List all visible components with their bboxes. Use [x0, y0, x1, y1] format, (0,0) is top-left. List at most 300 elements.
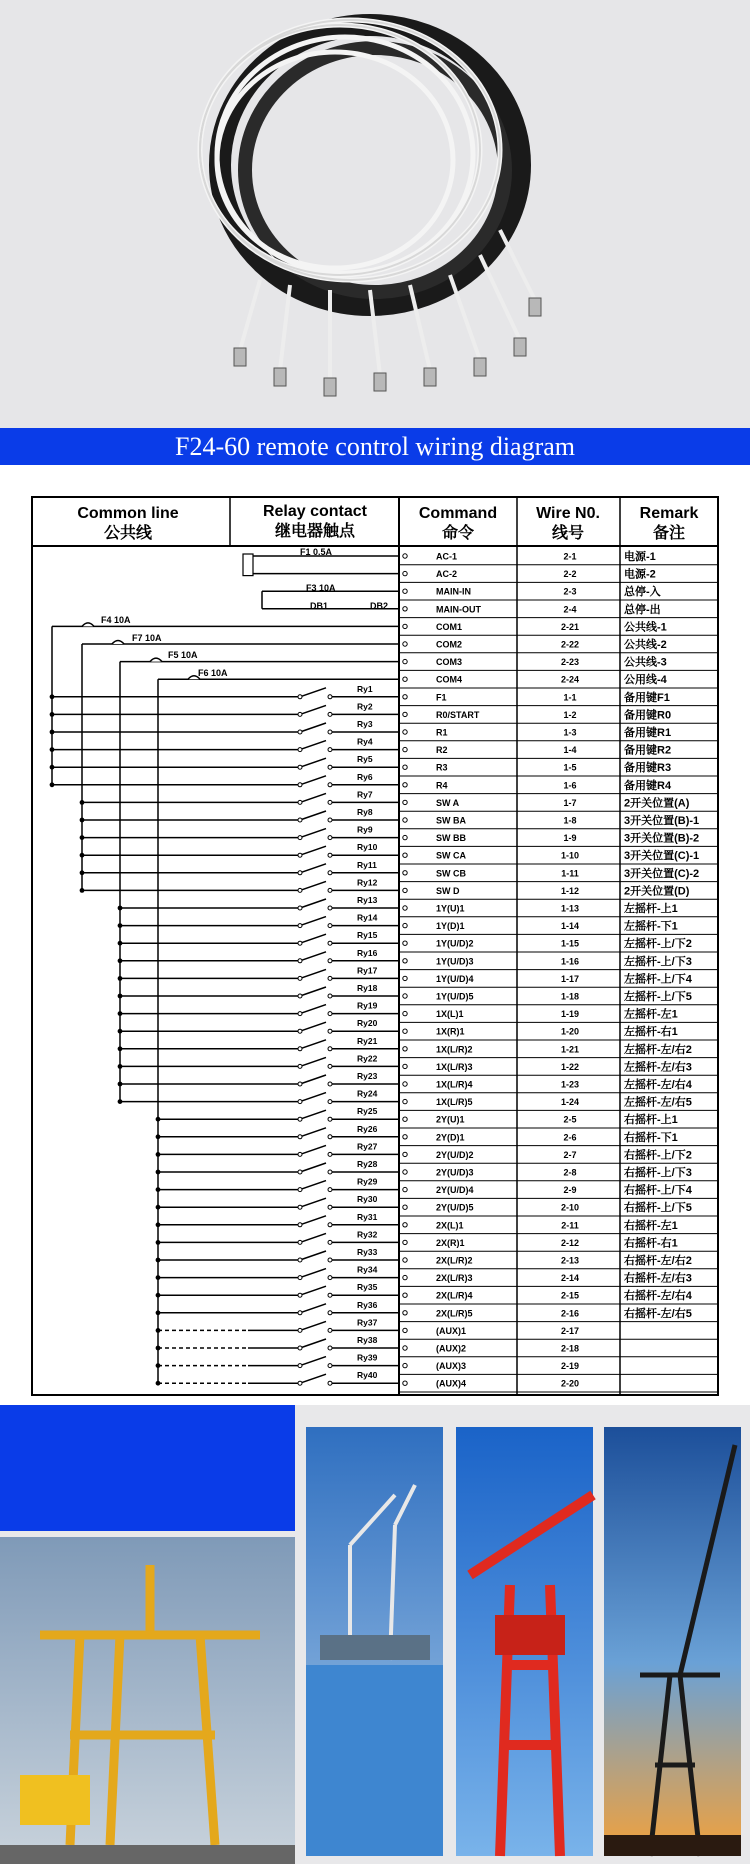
relay-label: Ry29: [357, 1176, 378, 1187]
command-cell: MAIN-IN: [436, 586, 471, 597]
relay-contact-switch: [248, 758, 399, 767]
contact-point: [328, 1364, 332, 1368]
command-cell: 1Y(U/D)5: [436, 991, 474, 1002]
contact-point: [328, 818, 332, 822]
contact-point: [328, 976, 332, 980]
relay-label: Ry33: [357, 1247, 378, 1257]
terminal-dot: [403, 1275, 407, 1279]
contact-point: [328, 783, 332, 787]
command-cell: 1X(L/R)5: [436, 1097, 473, 1108]
command-cell: (AUX)2: [436, 1343, 467, 1354]
contact-point: [298, 1240, 302, 1244]
contact-point: [298, 1082, 302, 1086]
contact-point: [328, 1205, 332, 1209]
contact-point: [328, 712, 332, 716]
junction-dot: [118, 1046, 123, 1051]
command-cell: 2Y(U/D)3: [436, 1167, 474, 1178]
header-common-cn: 公共线: [103, 525, 153, 542]
relay-label: Ry1: [357, 683, 373, 694]
command-cell: 2X(L/R)2: [436, 1255, 473, 1266]
contact-point: [298, 1381, 302, 1385]
command-cell: R2: [436, 745, 448, 756]
terminal-dot: [403, 783, 407, 787]
contact-point: [328, 836, 332, 840]
relay-label: Ry12: [357, 877, 378, 888]
junction-dot: [118, 1029, 123, 1034]
wire-number-cell: 2-4: [563, 604, 577, 615]
junction-dot: [156, 1293, 161, 1298]
remark-cell: 左摇杆-上/下3: [624, 955, 692, 968]
remark-cell: 2开关位置(D): [624, 885, 690, 898]
relay-label: Ry25: [357, 1106, 378, 1117]
wire-number-cell: 1-9: [563, 833, 577, 844]
cable-product-photo: [0, 0, 750, 428]
junction-dot: [80, 835, 85, 840]
remark-cell: 左摇杆-左/右5: [624, 1096, 692, 1109]
relay-label: Ry10: [357, 842, 378, 853]
terminal-dot: [403, 1117, 407, 1121]
contact-point: [328, 1188, 332, 1192]
contact-point: [298, 1100, 302, 1104]
command-cell: SW BB: [436, 833, 466, 844]
contact-point: [328, 1240, 332, 1244]
wire-number-cell: 2-13: [560, 1255, 580, 1266]
crane-photo-collage: [0, 1405, 750, 1864]
wire-number-cell: 2-9: [563, 1185, 577, 1196]
remark-cell: 右摇杆-上/下2: [624, 1149, 692, 1162]
junction-dot: [50, 747, 55, 752]
contact-point: [328, 1064, 332, 1068]
command-cell: (AUX)1: [436, 1325, 467, 1336]
contact-point: [298, 712, 302, 716]
remark-cell: 备用键R0: [624, 709, 672, 722]
remark-cell: 备用键R4: [624, 779, 672, 792]
relay-label: Ry34: [357, 1264, 378, 1275]
remark-cell: 左摇杆-左/右4: [624, 1079, 692, 1091]
terminal-dot: [403, 765, 407, 769]
contact-point: [298, 730, 302, 734]
contact-point: [328, 1082, 332, 1086]
remark-cell: 公共线-2: [624, 639, 667, 651]
junction-dot: [156, 1170, 161, 1175]
remark-cell: 公用线-4: [624, 674, 667, 687]
command-cell: SW D: [436, 885, 460, 896]
wire-number-cell: 2-8: [563, 1167, 577, 1178]
command-cell: SW CA: [436, 850, 466, 861]
terminal-dot: [403, 1223, 407, 1227]
contact-point: [298, 765, 302, 769]
relay-contact-switch: [248, 741, 399, 750]
command-cell: 1X(L/R)3: [436, 1061, 473, 1072]
terminal-dot: [403, 1258, 407, 1262]
junction-dot: [156, 1328, 161, 1333]
junction-dot: [156, 1240, 161, 1245]
terminal-dot: [403, 1363, 407, 1367]
relay-label: Ry23: [357, 1071, 378, 1081]
remark-cell: 备用键R1: [624, 727, 672, 739]
remark-cell: 右摇杆-上/下3: [624, 1167, 692, 1179]
contact-point: [298, 959, 302, 963]
contact-point: [298, 1012, 302, 1016]
contact-point: [298, 1276, 302, 1280]
wire-number-cell: 1-17: [560, 973, 580, 984]
remark-cell: 总停-出: [624, 603, 661, 616]
remark-cell: 左摇杆-左1: [624, 1008, 678, 1021]
terminal-dot: [403, 1293, 407, 1297]
contact-point: [328, 730, 332, 734]
terminal-dot: [403, 818, 407, 822]
remark-cell: 右摇杆-上/下4: [624, 1184, 692, 1197]
relay-label: Ry19: [357, 1000, 378, 1011]
junction-dot: [80, 818, 85, 823]
contact-point: [328, 1152, 332, 1156]
remark-cell: 3开关位置(C)-2: [624, 867, 700, 880]
contact-point: [328, 1029, 332, 1033]
wire-number-cell: 2-22: [560, 639, 580, 650]
command-cell: 2Y(U/D)4: [436, 1185, 474, 1196]
junction-dot: [80, 870, 85, 875]
terminal-dot: [403, 554, 407, 558]
contact-point: [328, 941, 332, 945]
remark-cell: 右摇杆-左/右5: [624, 1307, 692, 1320]
junction-dot: [156, 1275, 161, 1280]
terminal-dot: [403, 589, 407, 593]
contact-point: [328, 853, 332, 857]
contact-point: [298, 1152, 302, 1156]
terminal-dot: [403, 695, 407, 699]
terminal-dot: [403, 1152, 407, 1156]
terminal-dot: [403, 994, 407, 998]
relay-label: Ry24: [357, 1088, 378, 1099]
contact-point: [298, 783, 302, 787]
remark-cell: 右摇杆-下1: [624, 1131, 678, 1144]
command-cell: MAIN-OUT: [436, 604, 481, 615]
wire-number-cell: 2-1: [563, 551, 577, 562]
command-cell: (AUX)3: [436, 1361, 467, 1372]
wire-number-cell: 2-16: [560, 1308, 580, 1319]
header-wire-en: Wire N0.: [536, 505, 600, 522]
wire-number-cell: 2-12: [560, 1237, 580, 1248]
command-cell: 2Y(U/D)2: [436, 1149, 474, 1160]
command-cell: 2X(R)1: [436, 1237, 465, 1248]
contact-point: [328, 765, 332, 769]
relay-label: Ry30: [357, 1194, 378, 1205]
relay-label: Ry5: [357, 754, 373, 765]
command-cell: SW CB: [436, 868, 466, 879]
remark-cell: 左摇杆-左/右2: [624, 1043, 692, 1056]
junction-dot: [118, 1082, 123, 1087]
junction-dot: [156, 1346, 161, 1351]
terminal-dot: [403, 730, 407, 734]
contact-point: [298, 800, 302, 804]
fuse-symbol: [82, 623, 94, 627]
command-cell: R1: [436, 727, 448, 738]
fuse-symbol: [150, 658, 162, 662]
command-cell: 1X(L/R)2: [436, 1044, 473, 1055]
terminal-dot: [403, 835, 407, 839]
junction-dot: [50, 712, 55, 717]
terminal-dot: [403, 1346, 407, 1350]
relay-contact-switch: [248, 829, 399, 838]
wire-number-cell: 2-10: [560, 1202, 580, 1213]
relay-contact-switch: [248, 776, 399, 785]
relay-label: Ry20: [357, 1018, 378, 1029]
contact-point: [328, 1047, 332, 1051]
command-cell: 2X(L/R)3: [436, 1273, 473, 1284]
relay-label: Ry35: [357, 1282, 378, 1293]
command-cell: 1Y(U)1: [436, 903, 465, 914]
remark-cell: 左摇杆-上/下5: [624, 991, 692, 1003]
wire-number-cell: 2-18: [560, 1343, 580, 1354]
contact-point: [328, 1328, 332, 1332]
terminal-dot: [403, 1187, 407, 1191]
terminal-dot: [403, 1328, 407, 1332]
remark-cell: 备用键R3: [624, 762, 672, 775]
relay-label: Ry38: [357, 1335, 378, 1345]
wire-number-cell: 1-23: [560, 1079, 580, 1090]
remark-cell: 右摇杆-左/右2: [624, 1255, 692, 1267]
contact-point: [298, 1328, 302, 1332]
wire-number-cell: 2-21: [560, 621, 580, 632]
wire-number-cell: 2-2: [563, 569, 577, 580]
command-cell: 1X(L)1: [436, 1009, 464, 1020]
contact-point: [328, 1223, 332, 1227]
wire-number-cell: 2-14: [560, 1273, 580, 1284]
contact-point: [298, 1029, 302, 1033]
junction-dot: [50, 782, 55, 787]
remark-cell: 2开关位置(A): [624, 797, 690, 810]
remark-cell: 左摇杆-下1: [624, 920, 678, 933]
command-cell: 2X(L)1: [436, 1220, 464, 1231]
junction-dot: [156, 1117, 161, 1122]
remark-cell: 右摇杆-右1: [624, 1237, 678, 1250]
contact-point: [328, 1311, 332, 1315]
header-remark-en: Remark: [639, 505, 699, 522]
terminal-dot: [403, 800, 407, 804]
remark-cell: 备用键F1: [624, 691, 670, 704]
terminal-dot: [403, 1064, 407, 1068]
wire-number-cell: 2-5: [563, 1114, 577, 1125]
fuse-f3-label: F3 10A: [306, 583, 336, 593]
terminal-dot: [403, 888, 407, 892]
contact-point: [298, 1170, 302, 1174]
wire-number-cell: 2-6: [563, 1132, 577, 1143]
junction-dot: [50, 765, 55, 770]
contact-point: [328, 959, 332, 963]
terminal-dot: [403, 1047, 407, 1051]
wire-number-cell: 1-2: [563, 709, 577, 720]
terminal-dot: [403, 607, 407, 611]
relay-label: Ry7: [357, 789, 373, 800]
relay-label: Ry26: [357, 1123, 378, 1134]
contact-point: [328, 1276, 332, 1280]
relay-label: Ry22: [357, 1053, 378, 1064]
contact-point: [298, 1223, 302, 1227]
terminal-dot: [403, 642, 407, 646]
contact-point: [298, 941, 302, 945]
header-relay-en: Relay contact: [262, 503, 368, 520]
crane-collage-illustration: [0, 1405, 750, 1864]
wire-number-cell: 2-15: [560, 1290, 580, 1301]
terminal-dot: [403, 906, 407, 910]
wiring-diagram-svg: [0, 465, 750, 1401]
contact-point: [328, 994, 332, 998]
remark-cell: 3开关位置(B)-1: [624, 815, 700, 827]
header-relay-cn: 继电器触点: [274, 523, 356, 540]
wire-number-cell: 2-7: [563, 1149, 577, 1160]
db1-label: DB1: [310, 601, 329, 611]
contact-point: [298, 888, 302, 892]
junction-dot: [118, 906, 123, 911]
contact-point: [328, 1135, 332, 1139]
relay-label: Ry3: [357, 719, 373, 729]
junction-dot: [50, 730, 55, 735]
junction-dot: [80, 853, 85, 858]
command-cell: R4: [436, 780, 448, 791]
relay-label: Ry11: [357, 859, 377, 870]
contact-point: [298, 1188, 302, 1192]
contact-point: [328, 1100, 332, 1104]
wire-number-cell: 1-5: [563, 762, 577, 773]
wire-number-cell: 1-13: [560, 903, 580, 914]
remark-cell: 总停-入: [624, 586, 661, 599]
junction-dot: [118, 1099, 123, 1104]
contact-point: [298, 853, 302, 857]
remark-cell: 右摇杆-左/右3: [624, 1272, 692, 1285]
relay-label: Ry8: [357, 807, 373, 817]
header-common-en: Common line: [77, 505, 179, 522]
contact-point: [328, 695, 332, 699]
fuse-f4-label: F4 10A: [101, 615, 131, 625]
relay-label: Ry15: [357, 930, 378, 941]
command-cell: 2X(L/R)4: [436, 1290, 473, 1301]
command-cell: 2Y(U/D)5: [436, 1202, 474, 1213]
relay-label: Ry40: [357, 1370, 378, 1381]
contact-point: [298, 1293, 302, 1297]
wire-number-cell: 1-12: [560, 885, 580, 896]
remark-cell: 3开关位置(B)-2: [624, 832, 700, 845]
contact-point: [328, 906, 332, 910]
wire-number-cell: 1-22: [560, 1061, 580, 1072]
wire-number-cell: 1-11: [561, 868, 579, 879]
contact-point: [298, 695, 302, 699]
remark-cell: 右摇杆-左/右4: [624, 1290, 692, 1303]
terminal-dot: [403, 1029, 407, 1033]
transformer-symbol: [243, 554, 253, 576]
wire-number-cell: 1-16: [560, 956, 580, 967]
header-wire-cn: 线号: [551, 525, 585, 542]
header-command-cn: 命令: [441, 525, 475, 542]
wire-number-cell: 1-6: [563, 780, 577, 791]
terminal-dot: [403, 1170, 407, 1174]
terminal-dot: [403, 624, 407, 628]
wire-number-cell: 1-20: [560, 1026, 580, 1037]
terminal-dot: [403, 923, 407, 927]
contact-point: [298, 1135, 302, 1139]
terminal-dot: [403, 1311, 407, 1315]
remark-cell: 右摇杆-左1: [624, 1219, 678, 1232]
fuse-f7-label: F7 10A: [132, 633, 162, 643]
junction-dot: [156, 1381, 161, 1386]
command-cell: 1X(R)1: [436, 1026, 465, 1037]
command-cell: SW A: [436, 797, 460, 808]
relay-contact-switch: [248, 688, 399, 697]
wire-number-cell: 1-24: [560, 1097, 580, 1108]
terminal-dot: [403, 976, 407, 980]
command-cell: COM4: [436, 674, 463, 685]
contact-point: [298, 976, 302, 980]
command-cell: AC-2: [436, 569, 458, 580]
relay-contact-switch: [248, 723, 399, 732]
terminal-dot: [403, 712, 407, 716]
terminal-dot: [403, 853, 407, 857]
terminal-dot: [403, 571, 407, 575]
relay-label: Ry37: [357, 1317, 378, 1328]
terminal-dot: [403, 677, 407, 681]
wire-number-cell: 1-15: [560, 938, 580, 949]
relay-label: Ry39: [357, 1352, 378, 1363]
contact-point: [328, 871, 332, 875]
remark-cell: 备用键R2: [624, 744, 672, 757]
wire-number-cell: 1-3: [563, 727, 577, 738]
remark-cell: 电源-2: [624, 568, 656, 581]
cable-harness-illustration: [0, 0, 750, 428]
junction-dot: [156, 1187, 161, 1192]
relay-label: Ry27: [357, 1141, 378, 1152]
contact-point: [328, 1012, 332, 1016]
remark-cell: 左摇杆-左/右3: [624, 1061, 692, 1074]
relay-label: Ry18: [357, 983, 378, 993]
relay-label: Ry4: [357, 736, 373, 747]
contact-point: [298, 994, 302, 998]
terminal-dot: [403, 747, 407, 751]
contact-point: [298, 906, 302, 910]
relay-label: Ry21: [357, 1035, 378, 1046]
terminal-dot: [403, 1082, 407, 1086]
contact-point: [328, 1170, 332, 1174]
contact-point: [298, 1117, 302, 1121]
relay-label: Ry13: [357, 895, 378, 905]
junction-dot: [156, 1205, 161, 1210]
wire-number-cell: 2-17: [560, 1325, 580, 1336]
command-cell: 1Y(D)1: [436, 921, 465, 932]
junction-dot: [156, 1310, 161, 1315]
command-cell: COM3: [436, 657, 463, 668]
remark-cell: 公共线-1: [624, 621, 667, 634]
wire-number-cell: 1-1: [563, 692, 577, 703]
contact-point: [328, 888, 332, 892]
junction-dot: [118, 958, 123, 963]
wire-number-cell: 2-3: [563, 586, 577, 597]
command-cell: COM2: [436, 639, 463, 650]
contact-point: [328, 748, 332, 752]
junction-dot: [156, 1363, 161, 1368]
terminal-dot: [403, 871, 407, 875]
junction-dot: [118, 1011, 123, 1016]
remark-cell: 左摇杆-上/下2: [624, 938, 692, 951]
relay-label: Ry32: [357, 1229, 378, 1240]
wire-number-cell: 2-19: [560, 1361, 580, 1372]
command-cell: 1X(L/R)4: [436, 1079, 473, 1090]
contact-point: [298, 1205, 302, 1209]
wire-number-cell: 2-24: [560, 674, 580, 685]
remark-cell: 公共线-3: [624, 656, 667, 669]
command-cell: (AUX)4: [436, 1378, 467, 1389]
fuse-f1-label: F1 0.5A: [300, 547, 333, 557]
wire-number-cell: 1-10: [560, 850, 580, 861]
terminal-dot: [403, 1205, 407, 1209]
contact-point: [298, 818, 302, 822]
